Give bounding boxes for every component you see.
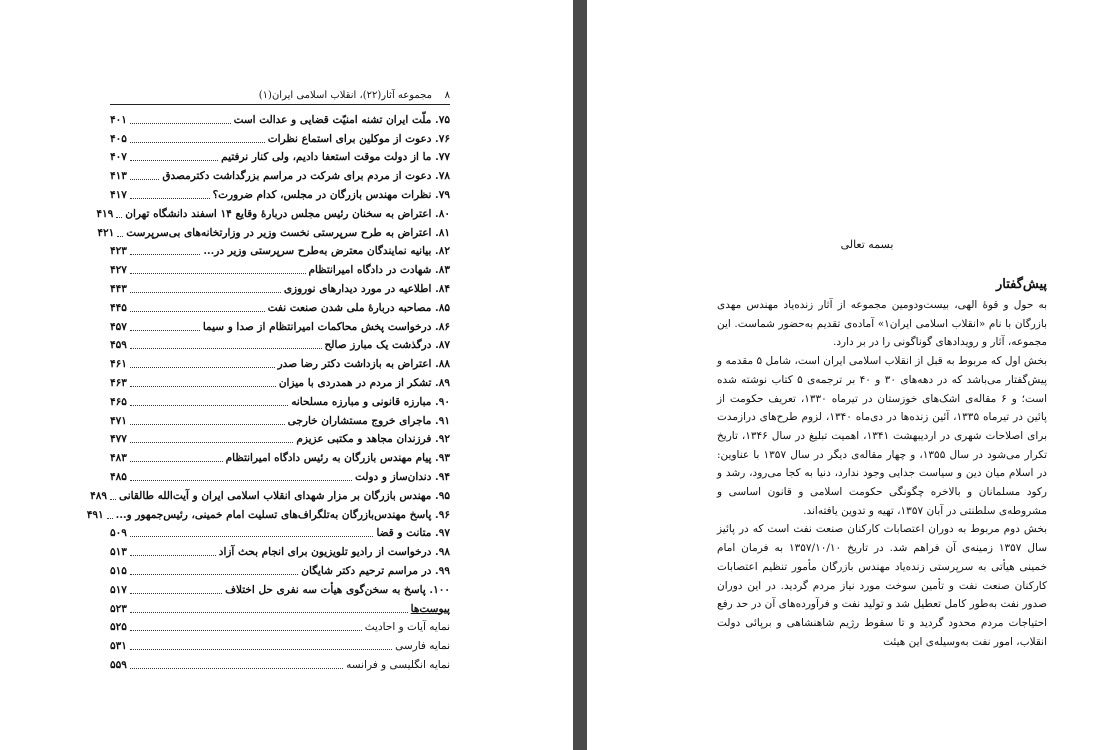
toc-entry bbox=[110, 352, 450, 371]
right-page bbox=[587, 0, 1120, 750]
book-gutter bbox=[573, 0, 587, 750]
toc-entry bbox=[110, 183, 450, 202]
toc-entry-title: ۸۹. تشکر از مردم در همدردی با میزان bbox=[278, 376, 450, 389]
toc-entry bbox=[96, 202, 450, 221]
toc-page-number: ۵۱۷ bbox=[110, 583, 127, 596]
toc-leader-dots bbox=[107, 518, 113, 519]
toc-leader-dots bbox=[130, 668, 343, 669]
toc-entry bbox=[110, 522, 450, 541]
toc-leader-dots bbox=[130, 405, 288, 406]
toc-page-number: ۴۲۳ bbox=[110, 245, 127, 258]
toc-page-number: ۴۰۱ bbox=[110, 113, 127, 126]
toc-entry bbox=[110, 465, 450, 484]
toc-entry bbox=[110, 371, 450, 390]
toc-leader-dots bbox=[130, 311, 265, 312]
toc-page-number: ۵۱۵ bbox=[110, 564, 127, 577]
toc-page-number: ۴۶۱ bbox=[110, 358, 127, 371]
toc-page-number: ۴۰۵ bbox=[110, 132, 127, 145]
toc-page-number: ۵۱۳ bbox=[110, 546, 127, 559]
page-number: ۸ bbox=[444, 90, 450, 101]
preface-heading: پیش‌گفتار bbox=[995, 277, 1047, 292]
toc-entry-title: پیوست‌ها bbox=[410, 602, 450, 615]
toc-page-number: ۴۴۳ bbox=[110, 282, 127, 295]
toc-leader-dots bbox=[130, 292, 281, 293]
toc-entry-title: ۹۹. در مراسم ترحیم دکتر شایگان bbox=[301, 564, 450, 577]
toc-page-number: ۴۵۷ bbox=[110, 320, 127, 333]
toc-entry bbox=[110, 240, 450, 259]
toc-entry-title: ۹۱. ماجرای خروج مستشاران خارجی bbox=[287, 414, 450, 427]
toc-entry bbox=[110, 277, 450, 296]
toc-entry bbox=[110, 446, 450, 465]
toc-leader-dots bbox=[130, 254, 200, 255]
toc-entry bbox=[110, 296, 450, 315]
toc-entry-title: ۷۷. ما از دولت موقت استعفا دادیم، ولی کنار نرفتیم bbox=[221, 151, 450, 164]
toc-leader-dots bbox=[130, 574, 298, 575]
toc-leader-dots bbox=[130, 348, 322, 349]
toc-leader-dots bbox=[130, 330, 200, 331]
toc-entry-title: ۸۰. اعتراض به سخنان رئیس مجلس دربارهٔ وقایع ۱۴ اسفند دانشگاه تهران bbox=[125, 207, 450, 220]
toc-page-number: ۴۶۵ bbox=[110, 395, 127, 408]
table-of-contents bbox=[86, 108, 450, 672]
toc-entry-title: ۹۴. دندان‌ساز و دولت bbox=[354, 470, 450, 483]
toc-leader-dots bbox=[130, 630, 362, 631]
toc-leader-dots bbox=[130, 273, 306, 274]
toc-page-number: ۴۹۱ bbox=[86, 508, 104, 521]
toc-leader-dots bbox=[130, 536, 374, 537]
preface-body bbox=[717, 296, 1047, 651]
toc-page-number: ۴۱۳ bbox=[110, 170, 127, 183]
toc-leader-dots bbox=[130, 367, 275, 368]
toc-entry bbox=[110, 164, 450, 183]
toc-leader-dots bbox=[130, 649, 392, 650]
toc-leader-dots bbox=[130, 386, 276, 387]
toc-entry bbox=[110, 390, 450, 409]
toc-entry-title: ۷۶. دعوت از موکلین برای استماع نظرات bbox=[267, 132, 450, 145]
toc-leader-dots bbox=[117, 236, 123, 237]
toc-leader-dots bbox=[130, 179, 159, 180]
toc-entry-title: ۸۶. درخواست پخش محاکمات امیرانتظام از صدا و سیما bbox=[202, 320, 450, 333]
toc-page-number: ۵۵۹ bbox=[110, 658, 127, 671]
toc-entry bbox=[110, 409, 450, 428]
toc-entry bbox=[110, 578, 450, 597]
toc-entry bbox=[110, 334, 450, 353]
toc-entry-title: ۹۰. مبارزه قانونی و مبارزه مسلحانه bbox=[291, 395, 450, 408]
toc-page-number: ۴۲۱ bbox=[97, 226, 115, 239]
toc-leader-dots bbox=[110, 499, 116, 500]
toc-leader-dots bbox=[130, 480, 352, 481]
toc-entry-title: نمایه آیات و احادیث bbox=[364, 621, 450, 634]
toc-page-number: ۴۸۳ bbox=[110, 452, 127, 465]
running-header bbox=[110, 90, 450, 105]
toc-entry bbox=[110, 428, 450, 447]
preface-paragraph: به حول و قوهٔ الهی، بیست‌ودومین مجموعه از آثار زنده‌یاد مهندس مهدی بازرگان با نام «انقلاب اسلامی ایران۱» آماده‌ی تقدیم به‌حضور شماست. این مجموعه، آثار و رویدادهای گوناگونی را در بر دارد. bbox=[717, 299, 1047, 349]
toc-page-number: ۵۲۳ bbox=[110, 602, 127, 615]
toc-entry bbox=[110, 108, 450, 127]
toc-page-number: ۴۷۷ bbox=[110, 433, 127, 446]
running-title: مجموعه آثار(۲۲)، انقلاب اسلامی ایران(۱) bbox=[258, 90, 432, 101]
toc-entry bbox=[110, 258, 450, 277]
toc-leader-dots bbox=[130, 461, 223, 462]
toc-entry-title: ۷۵. ملّت ایران تشنه امنیّت قضایی و عدالت است bbox=[233, 113, 450, 126]
toc-page-number: ۴۷۱ bbox=[110, 414, 127, 427]
toc-page-number: ۴۱۷ bbox=[110, 188, 127, 201]
toc-entry bbox=[110, 597, 450, 616]
toc-entry-title: ۸۳. شهادت در دادگاه امیرانتظام bbox=[308, 264, 450, 277]
toc-entry-title: ۱۰۰. پاسخ به سخن‌گوی هیأت سه نفری حل اختلاف bbox=[225, 583, 450, 596]
toc-page-number: ۴۸۵ bbox=[110, 470, 127, 483]
toc-page-number: ۴۶۳ bbox=[110, 376, 127, 389]
toc-leader-dots bbox=[130, 424, 285, 425]
toc-page-number: ۵۳۱ bbox=[110, 640, 127, 653]
toc-entry-title: ۸۱. اعتراض به طرح سرپرستی نخست وزیر در وزارتخانه‌های بی‌سرپرست bbox=[126, 226, 450, 239]
toc-leader-dots bbox=[130, 198, 210, 199]
toc-entry bbox=[110, 540, 450, 559]
bismillah-heading: بسمه تعالی bbox=[840, 238, 894, 251]
toc-entry bbox=[110, 315, 450, 334]
toc-page-number: ۴۱۹ bbox=[96, 207, 114, 220]
toc-entry bbox=[110, 559, 450, 578]
toc-entry bbox=[97, 221, 450, 240]
toc-entry-title: ۹۵. مهندس بازرگان بر مزار شهدای انقلاب اسلامی ایران و آیت‌الله طالقانی bbox=[119, 489, 450, 502]
toc-entry-title: ۸۸. اعتراض به بازداشت دکتر رضا صدر bbox=[277, 358, 450, 371]
toc-leader-dots bbox=[130, 142, 265, 143]
toc-page-number: ۴۴۵ bbox=[110, 301, 127, 314]
toc-entry-title: ۸۷. درگذشت یک مبارز صالح bbox=[324, 339, 450, 352]
toc-leader-dots bbox=[130, 612, 408, 613]
toc-page-number: ۵۰۹ bbox=[110, 527, 127, 540]
toc-entry-title: ۹۳. پیام مهندس بازرگان به رئیس دادگاه امیرانتظام bbox=[225, 452, 450, 465]
toc-page-number: ۴۵۹ bbox=[110, 339, 127, 352]
toc-page-number: ۴۸۹ bbox=[90, 489, 107, 502]
toc-page-number: ۴۰۷ bbox=[110, 151, 127, 164]
toc-entry-title: ۹۷. متانت و قضا bbox=[376, 527, 450, 540]
toc-entry bbox=[110, 653, 450, 672]
toc-entry bbox=[86, 503, 450, 522]
toc-page-number: ۴۲۷ bbox=[110, 264, 127, 277]
toc-entry bbox=[110, 146, 450, 165]
toc-entry-title: ۸۴. اطلاعیه در مورد دیدارهای نوروزی bbox=[283, 282, 450, 295]
preface-paragraph: بخش دوم مربوط به دوران اعتصابات کارکنان صنعت نفت است که در پائیز سال ۱۳۵۷ زمینه‌ی آن فراهم شد. در تاریخ ۱۳۵۷/۱۰/۱۰ به فرمان امام خمینی هیأتی به سرپرستی زنده‌یاد مهندس بازرگان مأمور تنظیم اعتصابات کارکنان صنعت نفت و تأمین سوخت مورد نیاز مردم گردید. در این دوران صدور نفت به‌طور کامل تعطیل شد و تولید نفت و فرآورده‌های آن در حد رفع احتیاجات مردم محدود گردید و تا سقوط رژیم شاهنشاهی و برپائی دولت انقلاب، امور نفت به‌وسیله‌ی این هیئت bbox=[717, 523, 1047, 648]
toc-entry-title: ۷۹. نظرات مهندس بازرگان در مجلس، کدام ضرورت؟ bbox=[212, 188, 450, 201]
toc-leader-dots bbox=[116, 217, 122, 218]
toc-leader-dots bbox=[130, 123, 231, 124]
preface-paragraph: بخش اول که مربوط به قبل از انقلاب اسلامی ایران است، شامل ۵ مقدمه و پیش‌گفتار می‌باشد که در دهه‌های ۳۰ و ۴۰ بر ترجمه‌ی ۵ کتاب نوشته شده است؛ و ۶ مقاله‌ی اشک‌های خوزستان در تیرماه ۱۳۳۰، تعریف حکومت از پائین در تیرماه ۱۳۳۵، آئین زنده‌ها در دی‌ماه ۱۳۴۰، لزوم طرح‌های درازمدت برای اصلاحات شهری در اردیبهشت ۱۳۴۱، اهمیت تبلیغ در سال ۱۳۴۶، تاریخ تکرار می‌شود در سال ۱۳۵۵، و چهار مقاله‌ی دیگر در سال ۱۳۵۷ با عناوین: در اسلام میان دین و سیاست جدایی وجود ندارد، دنیا به کجا می‌رود، رشد و رکود مسلمانان و بالاخره چگونگی حکومت اسلامی و قانون اساسی و مشروطه‌ی سلطنتی در آبان ۱۳۵۷، تهیه و تدوین یافته‌اند. bbox=[717, 355, 1048, 517]
toc-entry-title: ۹۶. پاسخ مهندس‌بازرگان به‌تلگراف‌های تسلیت امام خمینی، رئیس‌جمهور و... bbox=[115, 508, 450, 521]
toc-leader-dots bbox=[130, 593, 222, 594]
toc-entry-title: نمایه فارسی bbox=[395, 640, 450, 653]
toc-entry-title: نمایه انگلیسی و فرانسه bbox=[346, 658, 450, 671]
toc-entry-title: ۹۸. درخواست از رادیو تلویزیون برای انجام بحث آزاد bbox=[218, 546, 450, 559]
toc-entry-title: ۷۸. دعوت از مردم برای شرکت در مراسم بزرگداشت دکترمصدق bbox=[162, 170, 450, 183]
toc-entry-title: ۸۲. بیانیه نمایندگان معترض به‌طرح سرپرستی وزیر در... bbox=[203, 245, 450, 258]
toc-entry-title: ۹۲. فرزندان مجاهد و مکتبی عزیزم bbox=[296, 433, 450, 446]
toc-entry-title: ۸۵. مصاحبه دربارهٔ ملی شدن صنعت نفت bbox=[267, 301, 450, 314]
toc-page-number: ۵۲۵ bbox=[110, 621, 127, 634]
toc-leader-dots bbox=[130, 442, 293, 443]
toc-leader-dots bbox=[130, 555, 216, 556]
toc-leader-dots bbox=[130, 160, 218, 161]
toc-entry bbox=[110, 616, 450, 635]
toc-entry bbox=[110, 634, 450, 653]
toc-entry bbox=[90, 484, 450, 503]
toc-entry bbox=[110, 127, 450, 146]
